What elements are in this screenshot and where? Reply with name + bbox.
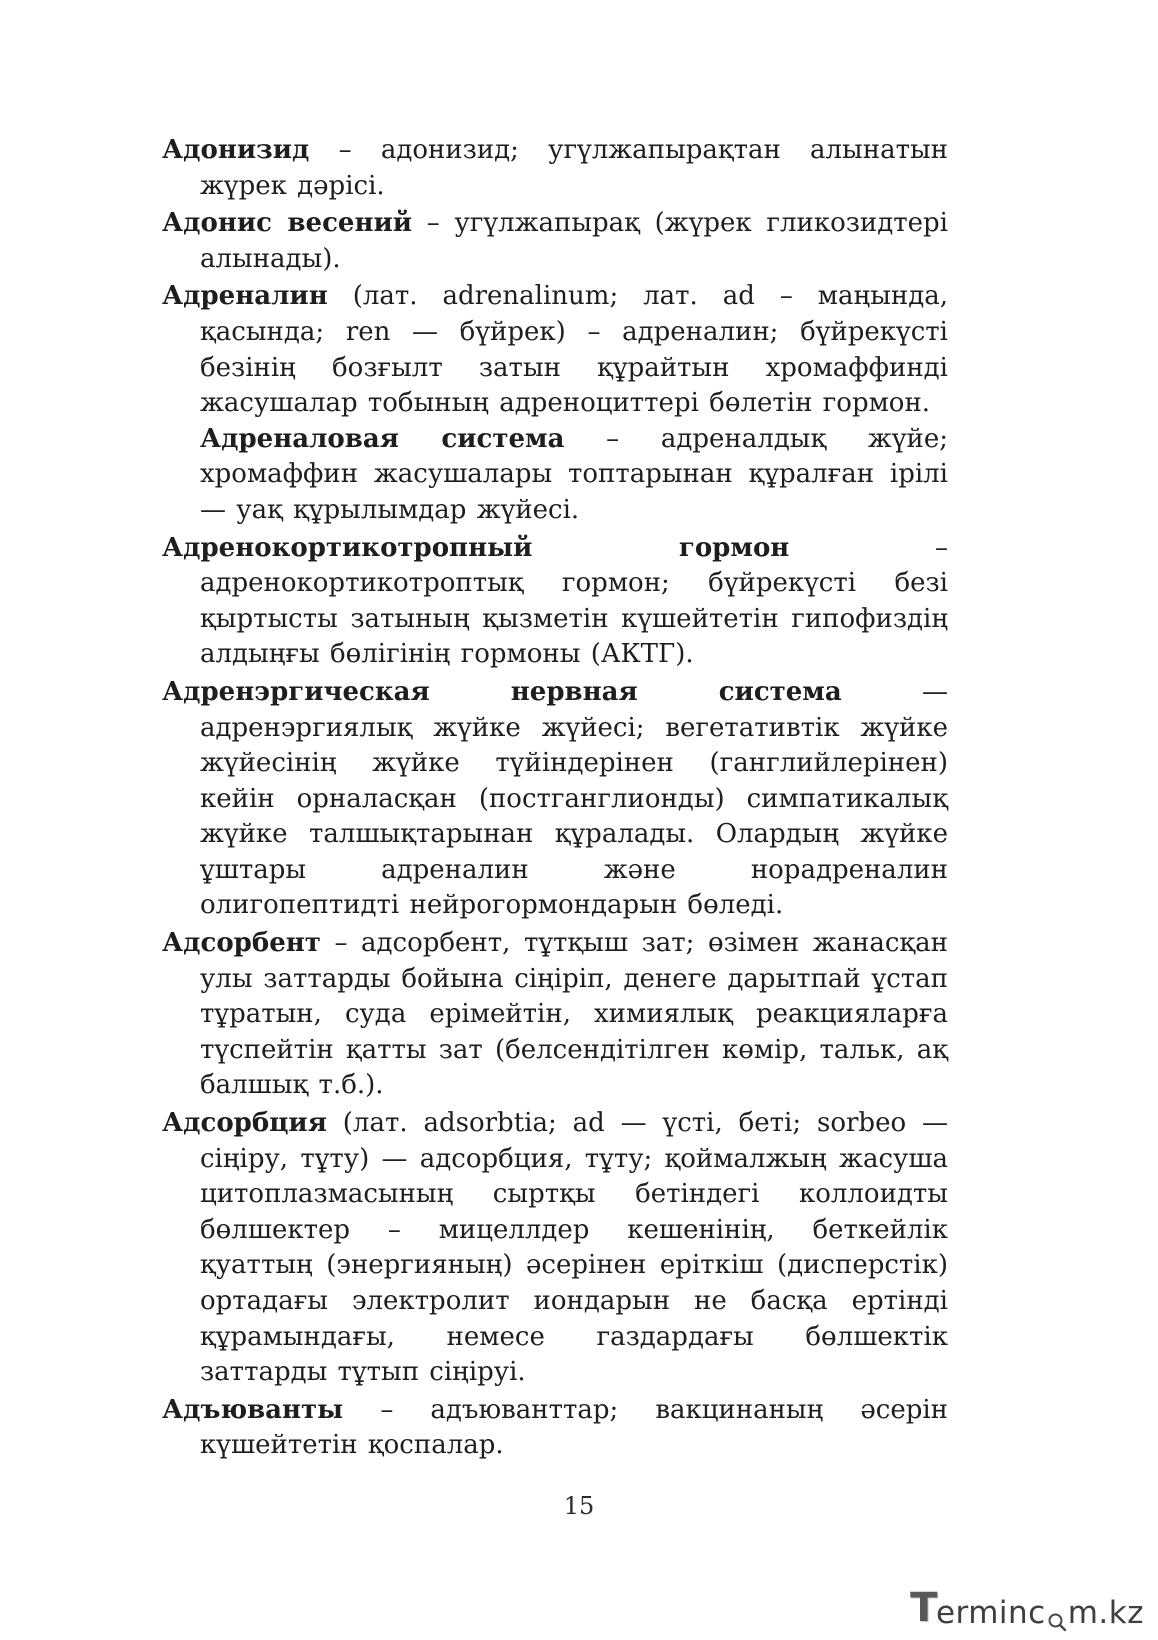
entry-term: Адренокортикотропный гормон xyxy=(162,532,790,563)
entry-definition: — адренэргиялық жүйке жүйесі; вегетативтік жүйке жүйесінің жүйке түйіндерінен (ганглийлерінен) кейін орналасқан (постганглионды) симпатикалық жүйке талшықтарынан құралады. Олардың жүйке ұштары адреналин және норадреналин олигопептидті нейрогормондарын бөледі. xyxy=(200,676,948,921)
entry-adonis-vesenniy xyxy=(162,206,948,277)
sub-entry-term: Адреналовая система xyxy=(200,423,565,454)
entry-definition: – адонизид; угүлжапырақтан алынатын жүрек дәрісі. xyxy=(200,135,948,201)
page-number: 15 xyxy=(563,1492,595,1520)
entry-adsorbent xyxy=(162,926,948,1104)
entry-definition: – адсорбент, тұтқыш зат; өзімен жанасқан улы заттарды бойына сіңіріп, денеге дарытпай ұстап тұратын, суда ерімейтін, химиялық реакцияларға түспейтін қатты зат (белсендітілген көмір, тальк, ақ балшық т.б.). xyxy=(200,928,948,1101)
watermark-first-letter: T xyxy=(910,1585,938,1631)
entry-definition: – адренокортикотроптық гормон; бүйрекүсті безі қыртысты затының қызметін күшейтетін гипофиздің алдыңғы бөлігінің гормоны (АКТГ). xyxy=(200,532,948,670)
entry-term: Адонис весений xyxy=(162,208,413,239)
entry-adrenergic-system xyxy=(162,675,948,924)
sub-entry-definition: – адреналдық жүйе; хромаффин жасушалары топтарынан құралған ірілі — уақ құрылымдар жүйесі. xyxy=(200,423,948,525)
entry-term: Адсорбция xyxy=(162,1108,327,1139)
entry-adonizid xyxy=(162,133,948,204)
entries-list xyxy=(162,133,948,1466)
entry-adrenalin xyxy=(162,279,948,421)
entry-term: Адсорбент xyxy=(162,928,321,959)
watermark-text-b: m.kz xyxy=(1067,1595,1144,1631)
entry-adsorbtsiya xyxy=(162,1106,948,1391)
entry-adyuvanty xyxy=(162,1393,948,1464)
entry-term: Адонизид xyxy=(162,135,310,165)
entry-term: Адреналин xyxy=(162,281,328,312)
watermark-text-a: erminc xyxy=(935,1595,1046,1631)
entry-definition: – угүлжапырақ (жүрек гликозидтері алынады). xyxy=(200,208,948,274)
entry-definition: – адъюванттар; вакцинаның әсерін күшейтетін қоспалар. xyxy=(200,1394,948,1461)
entry-definition: (лат. adrenalinum; лат. ad – маңында, қасында; ren — бүйрек) – адреналин; бүйрекүсті безінің бозғылт затын құрайтын хромаффинді жасушалар тобының адреноциттері бөлетін гормон. xyxy=(200,281,948,419)
entry-term: Адъюванты xyxy=(162,1394,344,1425)
sub-entry-adrenalovaya-sistema xyxy=(162,422,948,529)
entry-term: Адренэргическая нервная система xyxy=(162,676,842,707)
entry-definition: (лат. adsorbtia; ad — үсті, беті; sorbeo — сіңіру, тұту) — адсорбция, тұту; қоймалжың жасуша цитоплазмасының сыртқы бетіндегі коллоидты бөлшектер – мицеллдер кешенінің, беткейлік қуаттың (энергияның) әсерінен еріткіш (дисперстік) ортадағы электролит иондарын не басқа ертінді құрамындағы, немесе газдардағы бөлшектік заттарды тұтып сіңіруі. xyxy=(200,1108,948,1388)
termincom-watermark-link[interactable] xyxy=(910,1585,1144,1631)
entry-acth xyxy=(162,531,948,673)
magnifier-icon xyxy=(1047,1604,1067,1624)
